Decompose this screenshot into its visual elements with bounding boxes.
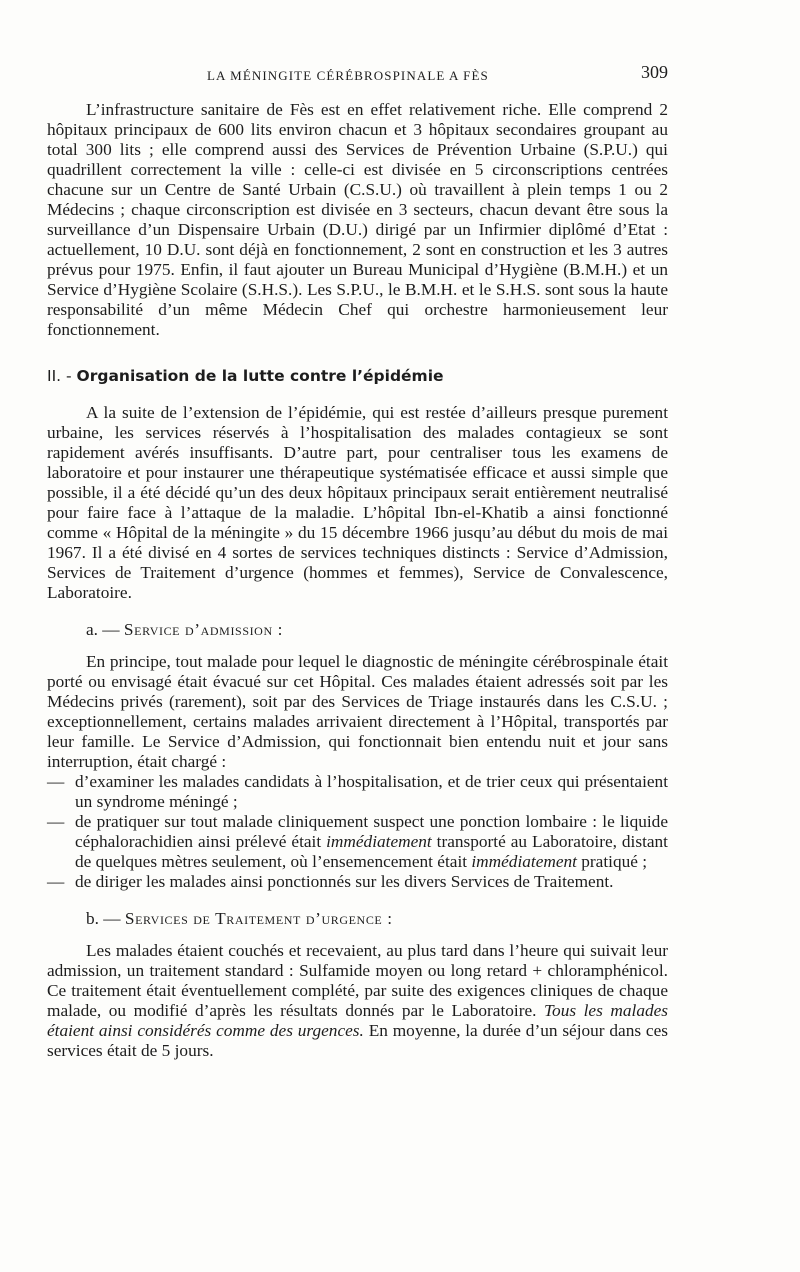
section-paragraph: A la suite de l’extension de l’épidémie, qui est restée d’ailleurs presque purement urbaine, les services réservés à l’hospitalisation des malades contagieux se sont rapidement avérés insuffisants. D’autre part, pour centraliser tous les examens de laboratoire et pour instaurer une thérapeutique systématisée efficace et aussi simple que possible, il a été décidé qu’un des deux hôpitaux principaux serait entièrement neutralisé pour faire face à l’attaque de la maladie. L’hôpital Ibn-el-Khatib a ainsi fonctionné comme « Hôpital de la méningite » du 15 décembre 1966 jusqu’au début du mois de mai 1967. Il a été divisé en 4 sortes de services techniques distincts : Service d’Admission, Services de Traitement d’urgence (hommes et femmes), Service de Convalescence, Laboratoire. <box>47 403 668 602</box>
list-item-text: transporté au Laboratoire, distant de quelques mètres seulement, où l’ensemencement était <box>75 832 668 871</box>
treatment-paragraph <box>47 941 668 1061</box>
section-number: II. - <box>47 367 72 385</box>
admission-paragraph: En principe, tout malade pour lequel le diagnostic de méningite cérébrospinale était porté ou envisagé était évacué sur cet Hôpital. Ces malades étaient adressés soit par les Médecins privés (rarement), soit par des Services de Triage instaurés dans les C.S.U. ; exceptionnellement, certains malades arrivaient directement à l’Hôpital, transportés par leur famille. Le Service d’Admission, qui fonctionnait bien entendu nuit et jour sans interruption, était chargé : <box>47 652 668 771</box>
section-heading <box>47 366 668 386</box>
intro-paragraph: L’infrastructure sanitaire de Fès est en effet relativement riche. Elle comprend 2 hôpitaux principaux de 600 lits environ chacun et 3 hôpitaux secondaires groupant au total 300 lits ; elle comprend aussi des Services de Prévention Urbaine (S.P.U.) qui quadrillent correctement la ville : celle-ci est divisée en 5 circonscriptions centrées chacune sur un Centre de Santé Urbain (C.S.U.) où travaillent à plein temps 1 ou 2 Médecins ; chaque circonscription est divisée en 3 secteurs, chacun devant être sous la surveillance d’un Dispensaire Urbain (D.U.) dirigé par un Infirmier diplômé d’Etat : actuellement, 10 D.U. sont déjà en fonctionnement, 2 sont en construction et les 3 autres prévus pour 1975. Enfin, il faut ajouter un Bureau Municipal d’Hygiène (B.M.H.) et un Service d’Hygiène Scolaire (S.H.S.). Les S.P.U., le B.M.H. et le S.H.S. sont sous la haute responsabilité d’un même Médecin Chef qui orchestre harmonieusement leur fonctionnement. <box>47 100 668 339</box>
subheading-label: a. — <box>86 620 120 639</box>
subheading-admission <box>47 620 668 640</box>
subheading-treatment <box>47 909 668 929</box>
subheading-title: Services de Traitement d’urgence : <box>124 909 393 928</box>
section-title: Organisation de la lutte contre l’épidémie <box>76 367 444 385</box>
list-item-text: pratiqué ; <box>576 852 648 871</box>
subheading-title: Service d’admission : <box>123 620 284 639</box>
list-item-text: d’examiner les malades candidats à l’hospitalisation, et de trier ceux qui présentaient un syndrome méningé ; <box>75 772 668 811</box>
list-item <box>47 772 668 812</box>
list-item <box>47 812 668 872</box>
admission-task-list <box>47 772 668 892</box>
emphasis-text: immédiatement <box>471 852 577 871</box>
emphasis-text: Tous les malades étaient ainsi considérés comme des urgences. <box>47 1001 669 1040</box>
list-item-text: de diriger les malades ainsi ponctionnés sur les divers Services de Traitement. <box>75 872 614 891</box>
dash-marker: — <box>47 872 65 891</box>
list-item <box>47 872 668 892</box>
emphasis-text: immédiatement <box>326 832 432 851</box>
page-header <box>47 62 668 86</box>
paragraph-text: En moyenne, la durée d’un séjour dans ces services était de 5 jours. <box>47 1021 668 1060</box>
paragraph-text: Les malades étaient couchés et recevaient, au plus tard dans l’heure qui suivait leur admission, un traitement standard : Sulfamide moyen ou long retard + chloramphénicol. Ce traitement était éventuellement complété, par suite des exigences cliniques de chaque malade, ou modifié d’après les résultats donnés par le Laboratoire. <box>47 941 668 1020</box>
book-page <box>47 62 668 1061</box>
running-title: LA MÉNINGITE CÉRÉBROSPINALE A FÈS <box>207 68 489 83</box>
page-number: 309 <box>641 62 668 82</box>
dash-marker: — <box>47 772 65 791</box>
subheading-label: b. — <box>86 909 121 928</box>
dash-marker: — <box>47 812 65 831</box>
list-item-text: de pratiquer sur tout malade cliniquement suspect une ponction lombaire : le liquide céphalorachidien ainsi prélevé était <box>75 812 668 851</box>
